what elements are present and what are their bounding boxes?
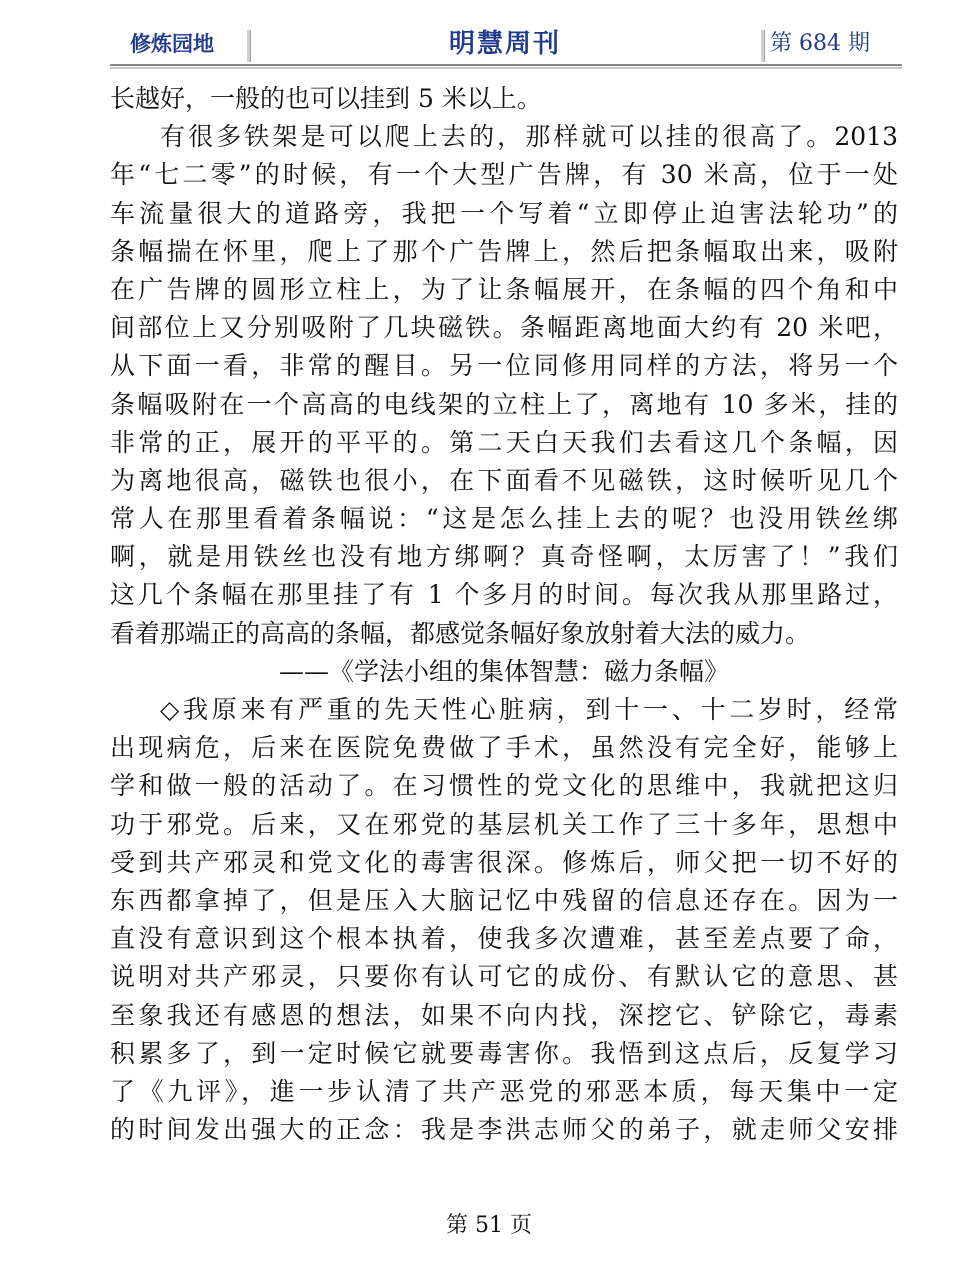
text-line: 从下面一看，非常的醒目。另一位同修用同样的方法，将另一个 bbox=[110, 351, 898, 381]
text-line: 积累多了，到一定时候它就要毒害你。我悟到这点后，反复学习 bbox=[110, 1038, 898, 1068]
text-line: 东西都拿掉了，但是压入大脑记忆中残留的信息还存在。因为一 bbox=[110, 885, 898, 915]
page-number: 第 51 页 bbox=[446, 1213, 532, 1238]
text-line: 车流量很大的道路旁，我把一个写着“立即停止迫害法轮功”的 bbox=[110, 198, 898, 228]
text-line: 啊，就是用铁丝也没有地方绑啊？真奇怪啊，太厉害了！”我们 bbox=[110, 542, 898, 572]
article-source-citation: ——《学法小组的集体智慧：磁力条幅》 bbox=[278, 656, 729, 686]
text-line: 的时间发出强大的正念：我是李洪志师父的弟子，就走师父安排 bbox=[110, 1115, 898, 1145]
header-divider bbox=[761, 30, 765, 62]
text-line: 这几个条幅在那里挂了有 1 个多月的时间。每次我从那里路过， bbox=[110, 580, 898, 610]
publication-title: 明慧周刊 bbox=[448, 29, 561, 59]
text-line: 在广告牌的圆形立柱上，为了让条幅展开，在条幅的四个角和中 bbox=[110, 274, 898, 304]
text-line: 年“七二零”的时候，有一个大型广告牌，有 30 米高，位于一处 bbox=[110, 160, 898, 190]
text-line: 长越好，一般的也可以挂到 5 米以上。 bbox=[110, 84, 542, 113]
page-header bbox=[110, 26, 900, 66]
text-line: 有很多铁架是可以爬上去的，那样就可以挂的很高了。2013 bbox=[160, 122, 898, 152]
text-line: ◇我原来有严重的先天性心脏病，到十一、十二岁时，经常 bbox=[160, 695, 898, 724]
text-line: 条幅揣在怀里，爬上了那个广告牌上，然后把条幅取出来，吸附 bbox=[110, 236, 898, 266]
text-line: 至象我还有感恩的想法，如果不向内找，深挖它、铲除它，毒素 bbox=[110, 1000, 898, 1030]
text-line: 受到共产邪灵和党文化的毒害很深。修炼后，师父把一切不好的 bbox=[110, 847, 898, 877]
text-line: 出现病危，后来在医院免费做了手术，虽然没有完全好，能够上 bbox=[110, 733, 898, 763]
header-rule bbox=[110, 64, 902, 66]
text-line: 非常的正，展开的平平的。第二天白天我们去看这几个条幅，因 bbox=[110, 427, 898, 457]
text-line: 间部位上又分别吸附了几块磁铁。条幅距离地面大约有 20 米吧， bbox=[110, 313, 898, 343]
text-line: 常人在那里看着条幅说：“这是怎么挂上去的呢？也没用铁丝绑 bbox=[110, 504, 898, 534]
section-name: 修炼园地 bbox=[130, 32, 214, 56]
text-line: 为离地很高，磁铁也很小，在下面看不见磁铁，这时候听见几个 bbox=[110, 465, 898, 495]
text-line: 直没有意识到这个根本执着，使我多次遭难，甚至差点要了命， bbox=[110, 924, 898, 954]
header-rule-shadow bbox=[110, 67, 902, 69]
text-line: 说明对共产邪灵，只要你有认可它的成份、有默认它的意思、甚 bbox=[110, 962, 898, 992]
issue-number: 第 684 期 bbox=[770, 31, 870, 56]
text-line: 看着那端正的高高的条幅，都感觉条幅好象放射着大法的威力。 bbox=[110, 618, 811, 648]
text-line: 条幅吸附在一个高高的电线架的立柱上了，离地有 10 多米，挂的 bbox=[110, 389, 898, 419]
text-line: 了《九评》，進一步认清了共产恶党的邪恶本质，每天集中一定 bbox=[110, 1076, 898, 1106]
text-line: 功于邪党。后来，又在邪党的基层机关工作了三十多年，思想中 bbox=[110, 809, 898, 839]
text-line: 学和做一般的活动了。在习惯性的党文化的思维中，我就把这归 bbox=[110, 771, 898, 801]
article-body bbox=[110, 80, 898, 1149]
